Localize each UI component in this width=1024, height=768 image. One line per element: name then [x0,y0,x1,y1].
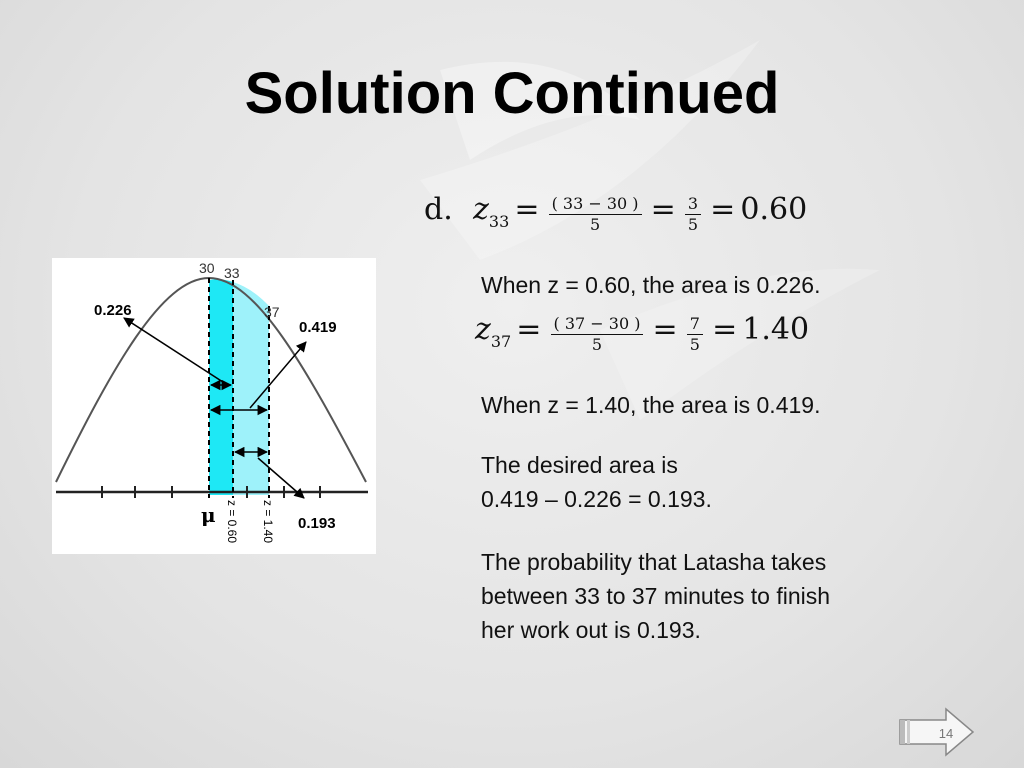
equals-sign: = [516,312,542,347]
z-label-060: z = 0.60 [225,500,239,544]
z-variable: z [473,192,489,227]
fraction-denominator: 5 [589,215,601,234]
fraction-simplified [687,315,703,354]
desired-area-calculation: 0.419 – 0.226 = 0.193. [481,486,712,512]
fraction-numerator: ( 33 − 30 ) [549,195,642,215]
fraction-denominator: 5 [689,335,700,354]
desired-area-text [481,448,712,516]
equals-sign: = [652,312,678,347]
fraction-difference [549,195,642,234]
conclusion-line: between 33 to 37 minutes to finish [481,583,831,609]
area-label-left: 0.226 [94,302,132,319]
equation-z33 [424,192,807,234]
area-statement-z060: When z = 0.60, the area is 0.226. [481,272,821,298]
value-label-37: 37 [264,304,280,320]
conclusion-line: her work out is 0.193. [481,617,701,643]
fraction-numerator: ( 37 − 30 ) [551,315,644,335]
z-subscript: 33 [488,212,510,231]
normal-curve-svg [52,258,376,554]
desired-area-line: The desired area is [481,452,678,478]
area-statement-z140: When z = 1.40, the area is 0.419. [481,392,821,418]
z-variable: z [475,312,491,347]
equals-sign: = [710,192,736,227]
conclusion-text [481,545,830,647]
fraction-denominator: 5 [591,335,603,354]
conclusion-line: The probability that Latasha takes [481,549,827,575]
slide-title: Solution Continued [244,61,780,126]
fraction-denominator: 5 [687,215,699,234]
value-label-30: 30 [199,260,215,276]
fraction-numerator: 3 [685,195,701,215]
normal-curve-diagram [52,258,376,554]
z-label-140: z = 1.40 [261,500,275,544]
area-label-difference: 0.193 [298,515,336,532]
area-label-right: 0.419 [299,319,337,336]
z-subscript: 37 [490,332,512,351]
fraction-simplified [685,195,701,234]
equation-result: 1.40 [742,312,810,347]
equals-sign: = [514,192,540,227]
equation-z37 [475,312,809,354]
page-number: 14 [938,726,954,741]
equals-sign: = [712,312,738,347]
equation-result: 0.60 [740,192,808,227]
part-label: d. [424,192,453,227]
value-label-33: 33 [224,265,240,281]
fraction-difference [551,315,644,354]
mu-symbol: μ [201,503,216,527]
equals-sign: = [650,192,676,227]
shaded-region-0-to-060 [209,279,233,495]
fraction-numerator: 7 [687,315,703,335]
